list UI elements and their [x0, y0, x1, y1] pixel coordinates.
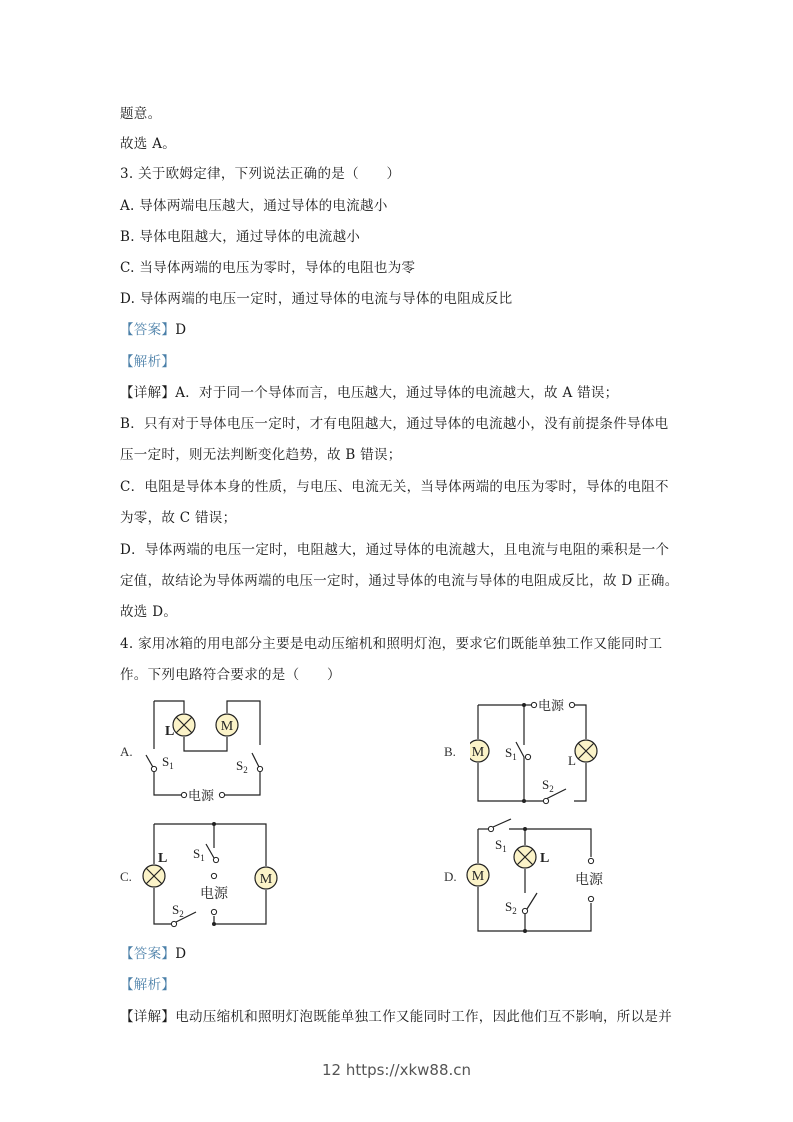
question-4-stem: 4. 家用冰箱的用电部分主要是电动压缩机和照明灯泡，要求它们既能单独工作又能同时工: [120, 636, 663, 652]
lamp-icon: [575, 740, 597, 762]
circuit-diagram-c: [140, 818, 280, 933]
circuit-diagram-d: [465, 815, 610, 935]
svg-text:S1: $S_1$: [162, 754, 174, 771]
answer-tag: 【答案】: [120, 946, 176, 962]
svg-text:M: M: [471, 869, 485, 884]
svg-text:M: M: [259, 872, 273, 887]
question-4-analysis: [120, 975, 175, 995]
svg-text:M: M: [220, 719, 234, 734]
svg-text:电源: 电源: [538, 698, 565, 713]
question-4-detail: [120, 1007, 672, 1027]
svg-text:S2: $S_2$: [236, 758, 248, 775]
text-line: 故选 D。: [120, 604, 178, 620]
circuit-a-label: A.: [120, 744, 133, 759]
answer-value: D: [175, 322, 187, 338]
svg-text:S1: $S_1$: [193, 846, 205, 863]
question-3-option-c: C. 当导体两端的电压为零时，导体的电阻也为零: [120, 260, 416, 276]
svg-text:S2: $S_2$: [172, 902, 184, 919]
question-3-option-b: B. 导体电阻越大，通过导体的电流越小: [120, 229, 361, 245]
question-3-option-a: A. 导体两端电压越大，通过导体的电流越小: [120, 198, 388, 214]
detail-text: 电动压缩机和照明灯泡既能单独工作又能同时工作，因此他们互不影响，所以是并: [175, 1009, 673, 1025]
text-line: 题意。: [120, 106, 162, 122]
svg-text:L: L: [165, 724, 175, 739]
text-line: 压一定时，则无法判断变化趋势，故 B 错误；: [120, 447, 402, 463]
svg-text:S1: $S_1$: [495, 837, 507, 854]
svg-text:S2: $S_2$: [505, 899, 517, 916]
question-3-answer: [120, 320, 186, 340]
circuit-d-label: D.: [444, 869, 457, 884]
analysis-tag: 【解析】: [120, 354, 176, 370]
motor-icon: [216, 714, 238, 736]
text-line: 定值，故结论为导体两端的电压一定时，通过导体的电流与导体的电阻成反比，故 D 正确。: [120, 573, 679, 589]
svg-text:M: M: [471, 745, 485, 760]
circuit-diagram-b: [470, 695, 600, 807]
question-3-option-d: D. 导体两端的电压一定时，通过导体的电流与导体的电阻成反比: [120, 291, 513, 307]
lamp-icon: [143, 865, 165, 887]
detail-tag: 【详解】: [120, 1009, 176, 1025]
page-footer: 12 https://xkw88.cn: [321, 1061, 472, 1079]
svg-text:S1: $S_1$: [505, 745, 517, 762]
motor-icon: [467, 864, 489, 886]
question-3-analysis: [120, 352, 175, 372]
text-line: D．导体两端的电压一定时，电阻越大，通过导体的电流越大，且电流与电阻的乘积是一个: [120, 542, 670, 558]
text-line: 为零，故 C 错误；: [120, 510, 237, 526]
motor-icon: [255, 867, 277, 889]
question-4-answer: [120, 944, 186, 964]
detail-tag: 【详解】: [120, 385, 176, 401]
svg-text:L: L: [540, 851, 550, 866]
question-3-stem: 3. 关于欧姆定律，下列说法正确的是（ ）: [120, 166, 401, 182]
circuit-diagram-a: [140, 695, 280, 807]
svg-text:电源: 电源: [200, 887, 228, 902]
svg-text:L: L: [568, 753, 576, 768]
answer-tag: 【答案】: [120, 322, 176, 338]
svg-text:电源: 电源: [188, 788, 215, 803]
question-3-detail: [120, 383, 618, 403]
circuit-b-label: B.: [444, 744, 456, 759]
text-line: B．只有对于导体电压一定时，才有电阻越大，通过导体的电流越小，没有前提条件导体电: [120, 416, 669, 432]
text-line: C．电阻是导体本身的性质，与电压、电流无关，当导体两端的电压为零时，导体的电阻不: [120, 479, 669, 495]
circuit-c-label: C.: [120, 869, 132, 884]
analysis-tag: 【解析】: [120, 977, 176, 993]
lamp-icon: [514, 846, 536, 868]
svg-text:电源: 电源: [575, 873, 603, 888]
detail-text: A．对于同一个导体而言，电压越大，通过导体的电流越大，故 A 错误；: [175, 385, 619, 401]
lamp-icon: [173, 714, 195, 736]
svg-text:L: L: [158, 851, 168, 866]
answer-value: D: [175, 946, 187, 962]
svg-text:S2: $S_2$: [542, 777, 554, 794]
question-4-stem-cont: 作。下列电路符合要求的是（ ）: [120, 667, 341, 683]
text-line: 故选 A。: [120, 136, 177, 152]
motor-icon: [470, 740, 489, 762]
